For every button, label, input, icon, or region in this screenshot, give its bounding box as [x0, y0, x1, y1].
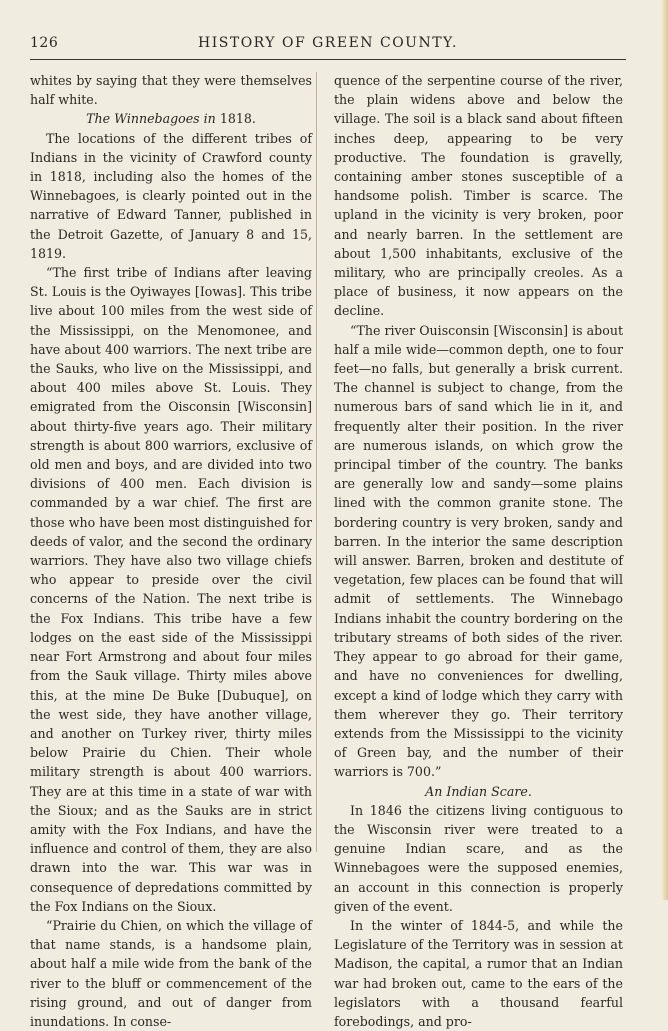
paragraph: whites by saying that they were themselves half white.: [30, 73, 312, 108]
section-heading-year: 1818.: [219, 111, 256, 127]
section-heading: [334, 782, 623, 801]
left-column: [30, 71, 312, 1031]
paragraph: “The first tribe of Indians after leaving St. Louis is the Oyiwayes [Iowas]. This tribe live about 100 miles from the west side of the Mississippi, on the Menomonee, and have about 400 warriors. The next tribe are the Sauks, who live on the Mississippi, and about 400 miles above St. Louis. They emigrated from the Oisconsin [Wisconsin] about thirty-five years ago. Their military strength is about 800 warriors, exclusive of old men and boys, and are divided into two divisions of 400 men. Each division is commanded by a war chief. The first are those who have been most distinguished for deeds of valor, and the second the ordinary warriors. They have also two village chiefs who appear to preside over the civil concerns of the Nation. The next tribe is the Fox Indians. This tribe have a few lodges on the east side of the Mississippi near Fort Armstrong and about four miles from the Sauk village. Thirty miles above this, at the mine De Buke [Dubuque], on the west side, they have another village, and another on Turkey river, thirty miles below Prairie du Chien. Their whole military strength is about 400 warriors. They are at this time in a state of war with the Sioux; and as the Sauks are in strict amity with the Fox Indians, and have the influence and control of them, they are also drawn into the war. This war was in consequence of depredations committed by the Fox Indians on the Sioux.: [30, 265, 312, 914]
paragraph: “Prairie du Chien, on which the village of that name stands, is a handsome plain, about half a mile wide from the bank of the river to the bluff or commencement of the rising ground, and out of danger from inundations. In conse-: [30, 917, 312, 1029]
column-divider: [316, 72, 317, 852]
running-title: HISTORY OF GREEN COUNTY.: [198, 35, 458, 51]
paragraph: In the winter of 1844-5, and while the Legislature of the Territory was in session at Madison, the capital, a rumor that an Indian war had broken out, came to the ears of the legislators with a thousand fearful forebodings, and pro-: [334, 917, 623, 1029]
section-heading-title: The Winnebagoes in: [86, 111, 216, 127]
paragraph: In 1846 the citizens living contiguous to the Wisconsin river were treated to a genuine Indian scare, and as the Winnebagoes were the supposed enemies, an account in this connection is properly given of the event.: [334, 802, 623, 914]
header-rule: [30, 59, 626, 60]
paragraph: quence of the serpentine course of the river, the plain widens above and below the village. The soil is a black sand about fifteen inches deep, appearing to be very productive. The foundation is gravelly, containing amber stones susceptible of a handsome polish. Timber is scarce. The upland in the vicinity is very broken, poor and nearly barren. In the settlement are about 1,500 inhabitants, exclusive of the military, who are principally creoles. As a place of business, it now appears on the decline.: [334, 73, 623, 319]
section-heading-title: An Indian Scare.: [425, 783, 532, 799]
paragraph: “The river Ouisconsin [Wisconsin] is about half a mile wide—common depth, one to four feet—no falls, but generally a brisk current. The channel is subject to change, from the numerous bars of sand which lie in it, and frequently alter their position. In the river are numerous islands, on which grow the principal timber of the country. The banks are generally low and sandy—some plains lined with the common granite stone. The bordering country is very broken, sandy and barren. In the interior the same description will answer. Barren, broken and destitute of vegetation, few places can be found that will admit of settlements. The Winnebago Indians inhabit the country bordering on the tributary streams of both sides of the river. They appear to go abroad for their game, and have no conveniences for dwelling, except a kind of lodge which they carry with them wherever they go. Their territory extends from the Mississippi to the vicinity of Green bay, and the number of their warriors is 700.”: [334, 322, 623, 780]
section-heading: [30, 109, 312, 128]
page-number: 126: [30, 35, 59, 51]
page-header: [30, 35, 626, 55]
page-edge: [662, 0, 668, 900]
paragraph: The locations of the different tribes of Indians in the vicinity of Crawford county in 1818, including also the homes of the Winnebagoes, is clearly pointed out in the narrative of Edward Tanner, published in the Detroit Gazette, of January 8 and 15, 1819.: [30, 130, 312, 261]
right-column: [334, 71, 623, 1031]
